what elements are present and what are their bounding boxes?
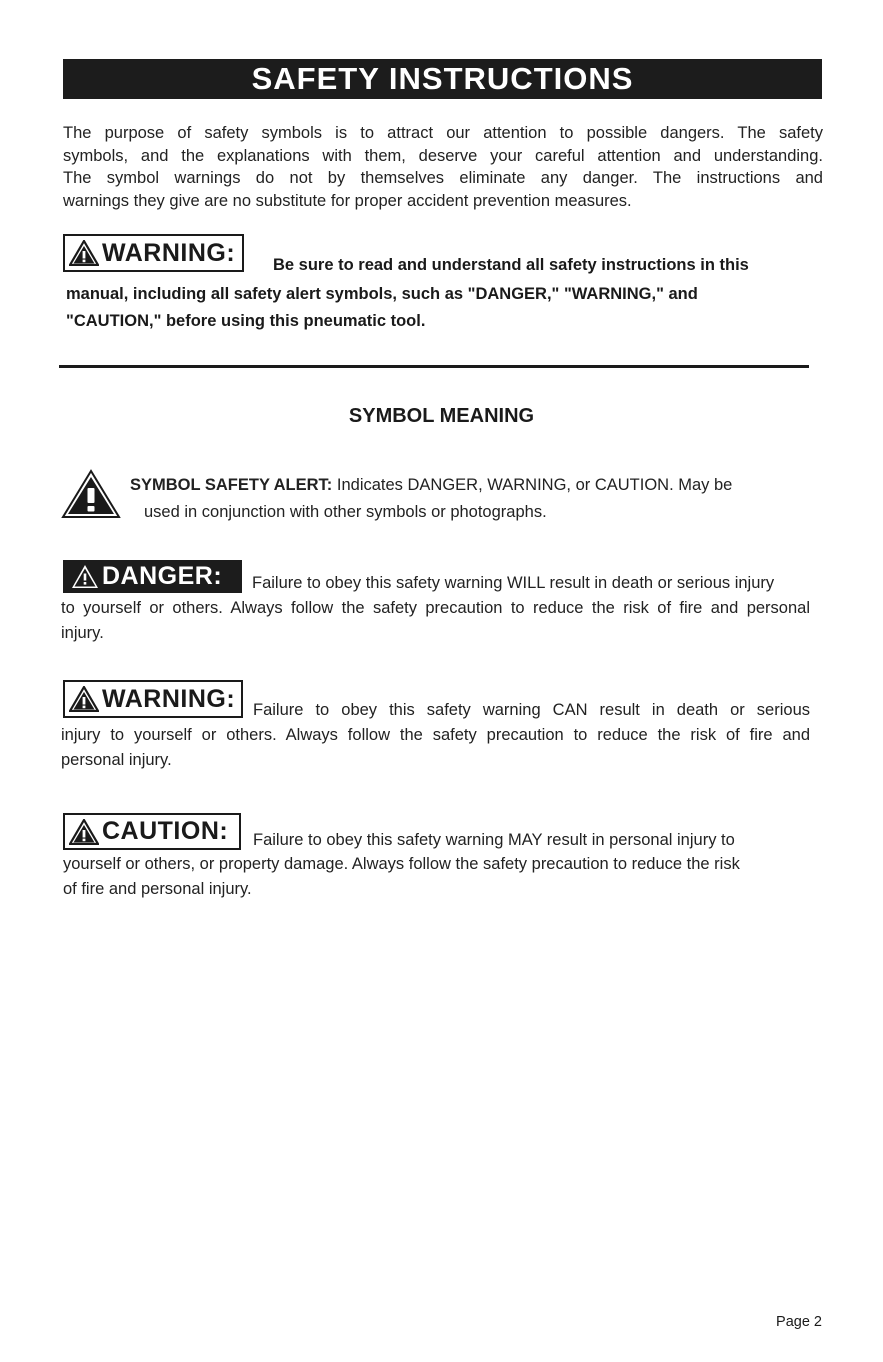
notice-line: Be sure to read and understand all safety instructions in this [273, 256, 749, 274]
danger-line: injury. [61, 624, 104, 642]
intro-line: symbols, and the explanations with them, deserve your careful attention and understanding. [63, 146, 823, 165]
badge-label: WARNING: [102, 238, 236, 267]
section-title: SYMBOL MEANING [348, 405, 535, 427]
alert-description-line: used in conjunction with other symbols or photographs. [144, 503, 547, 521]
badge-label: DANGER: [102, 562, 223, 590]
danger-line: Failure to obey this safety warning WILL result in death or serious injury [252, 574, 775, 592]
caution-line: of fire and personal injury. [63, 880, 252, 898]
warning-badge [63, 680, 243, 718]
warning-line: injury to yourself or others. Always follow the safety precaution to reduce the risk of fire and [61, 726, 810, 744]
alert-title: SYMBOL SAFETY ALERT: [130, 476, 333, 494]
page-number: Page 2 [776, 1314, 822, 1330]
warning-line: Failure to obey this safety warning CAN result in death or serious [253, 701, 810, 719]
warning-line: personal injury. [61, 751, 172, 769]
badge-label: WARNING: [102, 684, 236, 713]
intro-line: The purpose of safety symbols is to attract our attention to possible dangers. The safety [63, 124, 823, 142]
intro-line: warnings they give are no substitute for proper accident prevention measures. [63, 191, 632, 210]
danger-badge [63, 560, 242, 593]
caution-badge [63, 813, 241, 850]
caution-triangle-icon [69, 819, 99, 845]
danger-line: to yourself or others. Always follow the safety precaution to reduce the risk of fire and personal [61, 599, 810, 617]
warning-triangle-icon [69, 686, 99, 712]
caution-line: yourself or others, or property damage. Always follow the safety precaution to reduce the risk [63, 855, 740, 873]
page-title: SAFETY INSTRUCTIONS [251, 61, 634, 96]
danger-triangle-icon [71, 564, 99, 589]
section-divider [59, 365, 809, 368]
alert-description [130, 472, 810, 498]
intro-paragraph [63, 122, 823, 212]
page-header-bar [63, 59, 822, 99]
warning-triangle-icon [69, 240, 99, 266]
badge-label: CAUTION: [102, 817, 229, 845]
warning-badge-notice [63, 234, 244, 272]
alert-text: Indicates DANGER, WARNING, or CAUTION. May be [332, 476, 733, 494]
notice-line: manual, including all safety alert symbols, such as "DANGER," "WARNING," and [66, 285, 698, 303]
safety-alert-icon [61, 469, 121, 519]
caution-line: Failure to obey this safety warning MAY result in personal injury to [253, 831, 735, 849]
notice-line: "CAUTION," before using this pneumatic tool. [66, 312, 426, 330]
intro-line: The symbol warnings do not by themselves eliminate any danger. The instructions and [63, 169, 823, 187]
